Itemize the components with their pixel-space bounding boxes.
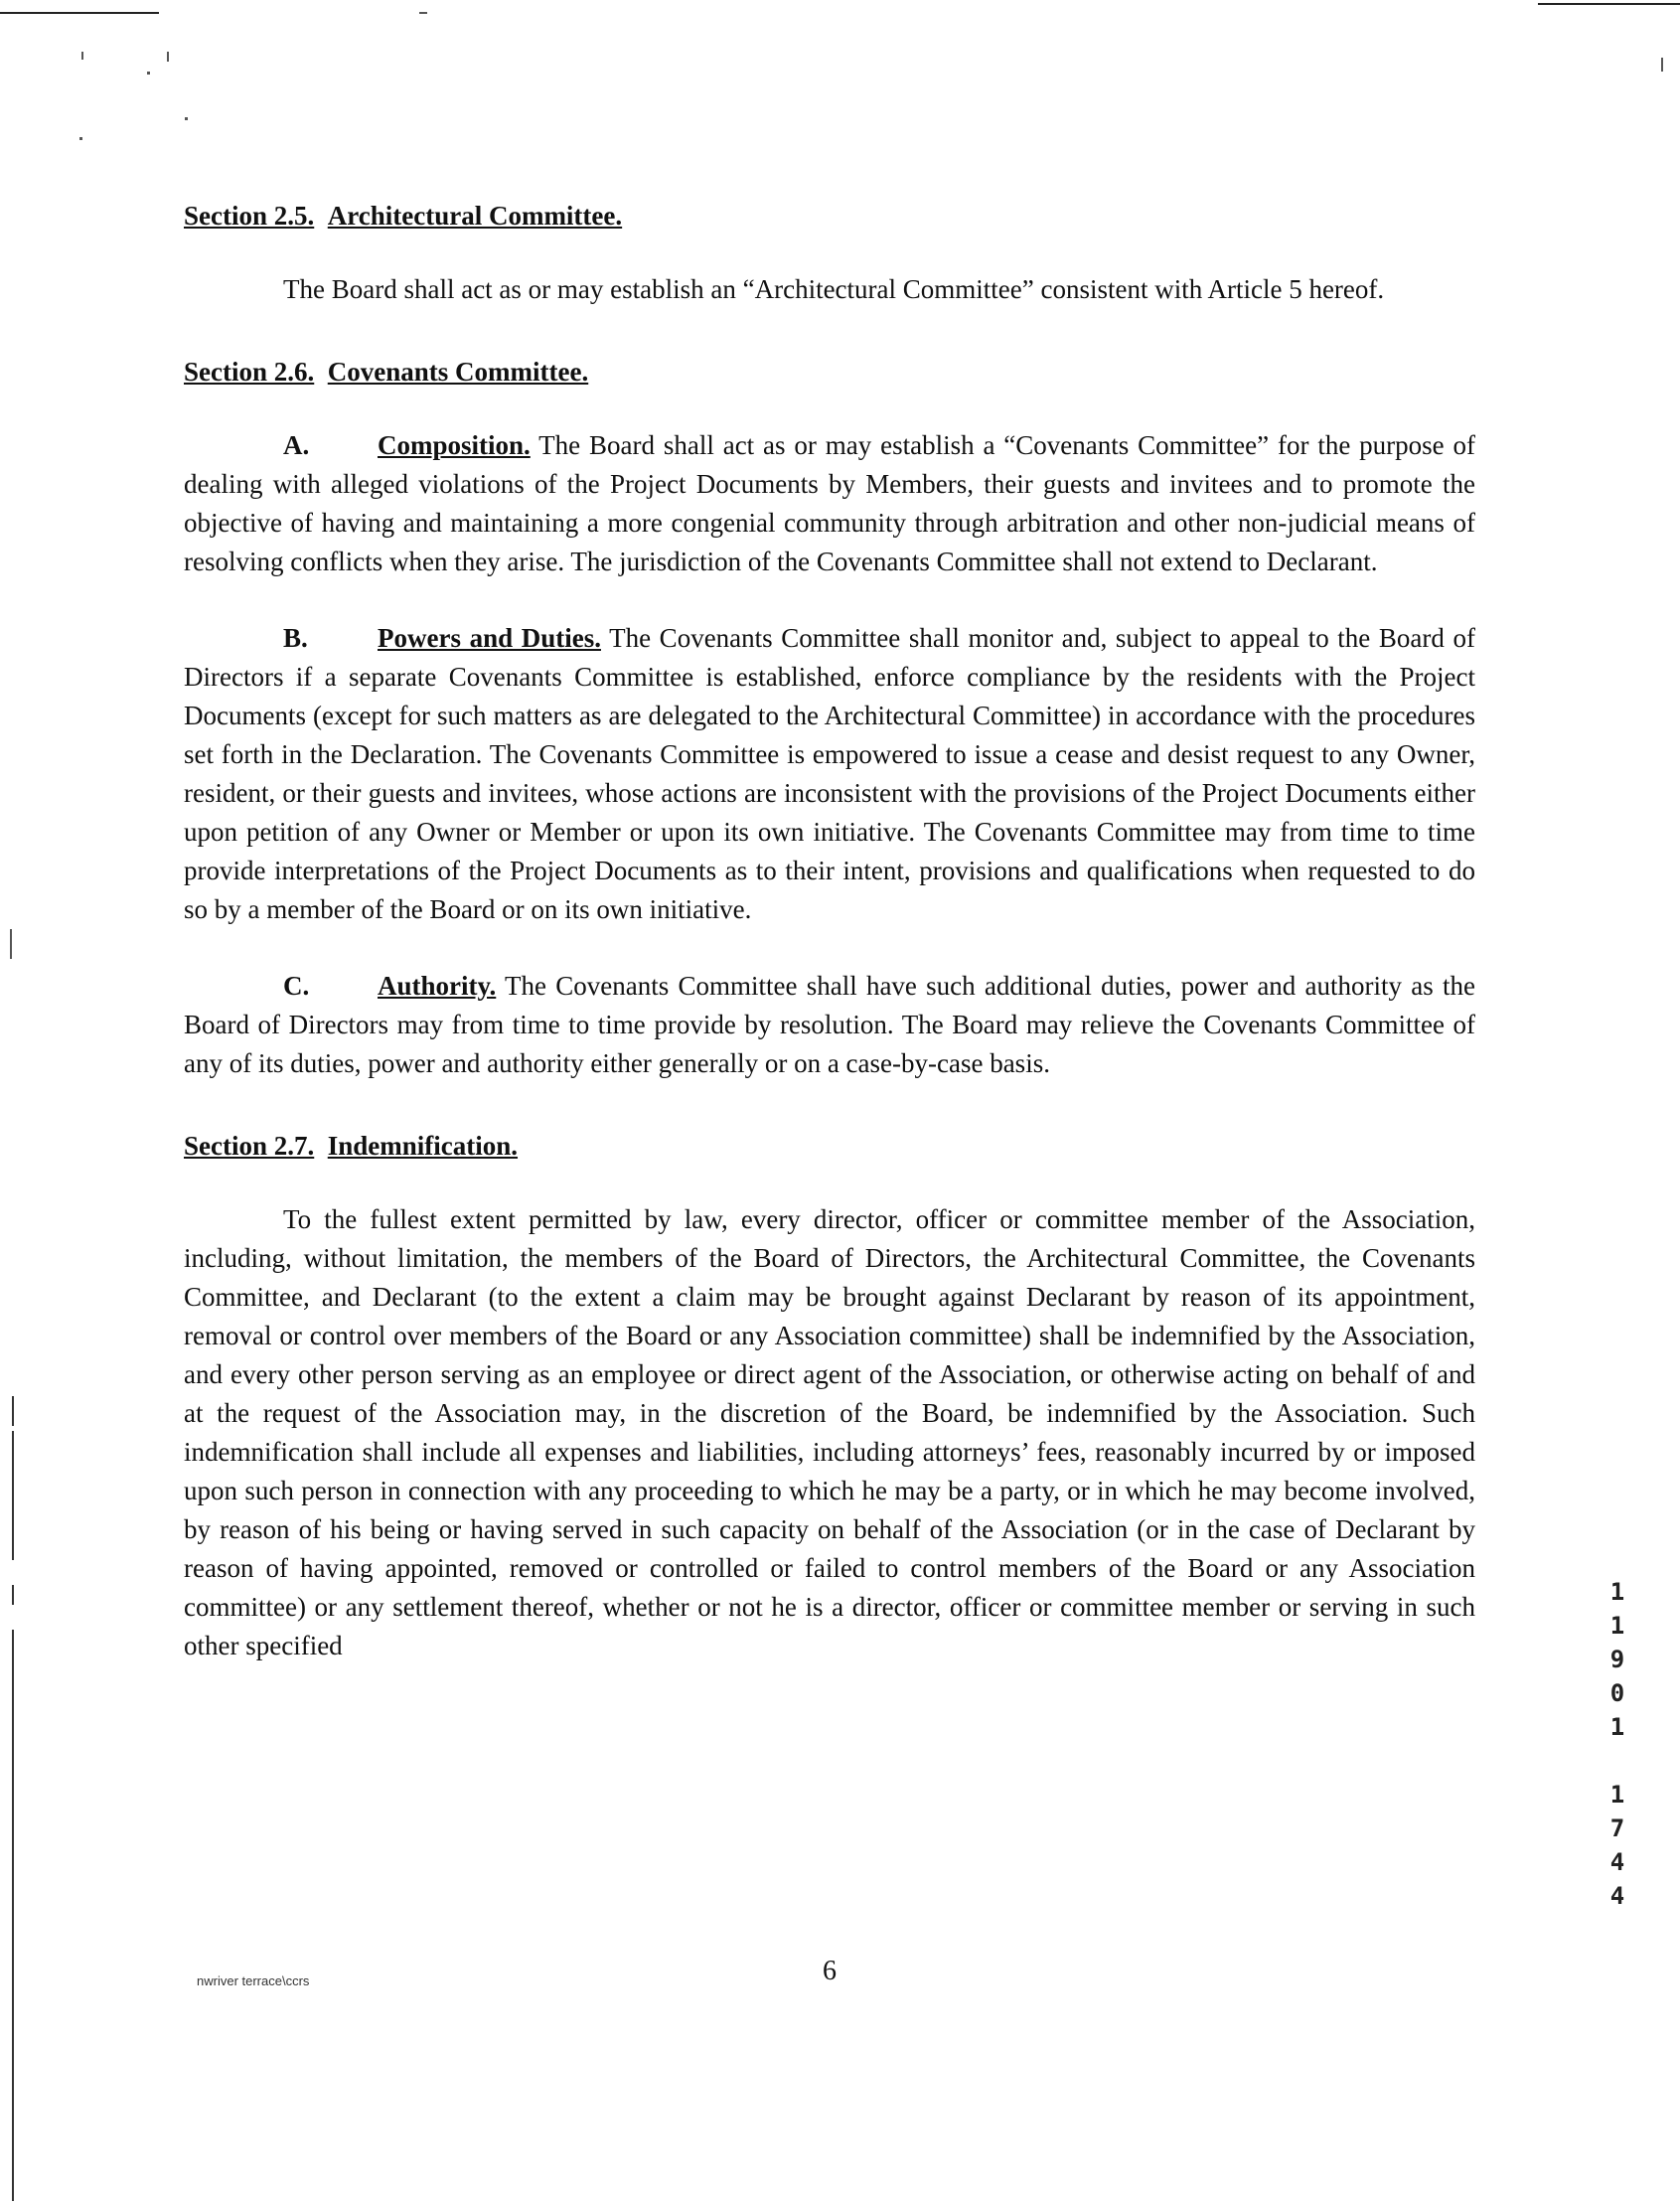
scan-speck	[81, 52, 83, 60]
subsection-title: Authority.	[378, 971, 497, 1001]
section-2-7-body: To the fullest extent permitted by law, every director, officer or committee member of the Association, including, without limitation, the members of the Board of Directors, the Architectural Committee, the Covenants Committee, and Declarant (to the extent a claim may be brought against Declarant by reason of its appointment, removal or control over members of the Board or any Association committee) shall be indemnified by the Association, and every other person serving as an employee or direct agent of the Association, or otherwise acting on behalf of and at the request of the Association may, in the discretion of the Board, be indemnified by the Association. Such indemnification shall include all expenses and liabilities, including attorneys’ fees, reasonably incurred by or imposed upon such person in connection with any proceeding to which he may be a party, or in which he may become involved, by reason of his being or having served in such capacity on behalf of the Association (or in the case of Declarant by reason of having appointed, removed or controlled or failed to control members of the Board or any Association committee) or any settlement thereof, whether or not he is a director, officer or committee member or serving in such other specified	[184, 1204, 1475, 1660]
stamp-digit: 1	[1609, 1578, 1625, 1606]
recording-number-stamp	[1598, 1575, 1637, 1913]
scan-speck	[167, 52, 169, 62]
subsection-letter: A.	[283, 430, 310, 460]
section-2-5-heading	[184, 199, 1475, 233]
scan-rule-top-left	[0, 12, 159, 14]
document-body	[184, 199, 1475, 1665]
stamp-digit: 1	[1609, 1612, 1625, 1640]
scan-margin-line	[12, 1396, 14, 1426]
stamp-digit: 7	[1609, 1814, 1625, 1842]
stamp-digit: 9	[1609, 1646, 1625, 1673]
subsection-letter: B.	[283, 623, 308, 653]
scan-speck	[185, 117, 188, 120]
scan-rule-top-right	[1538, 3, 1680, 5]
page-number: 6	[823, 1956, 837, 1986]
section-2-5-body: The Board shall act as or may establish an “Architectural Committee” consistent with Article 5 hereof.	[283, 274, 1385, 304]
subsection-b	[184, 619, 1475, 929]
subsection-body: The Covenants Committee shall monitor and, subject to appeal to the Board of Directors if a separate Covenants Committee is established, enforce compliance by the residents with the Project Documents (except for such matters as are delegated to the Architectural Committee) in accordance with the procedures set forth in the Declaration. The Covenants Committee is empowered to issue a cease and desist request to any Owner, resident, or their guests and invitees, whose actions are inconsistent with the provisions of the Project Documents either upon petition of any Owner or Member or upon its own initiative. The Covenants Committee may from time to time provide interpretations of the Project Documents as to their intent, provisions and qualifications when requested to do so by a member of the Board or on its own initiative.	[184, 623, 1475, 924]
scan-margin-line	[12, 1630, 14, 2201]
scan-speck	[79, 137, 82, 140]
subsection-title: Powers and Duties.	[378, 623, 601, 653]
section-2-6-heading	[184, 355, 1475, 389]
stamp-digit: 4	[1609, 1848, 1625, 1876]
scan-margin-line	[12, 1585, 14, 1605]
section-title: Covenants Committee.	[327, 357, 589, 387]
scan-speck	[147, 72, 150, 75]
section-title: Indemnification.	[327, 1131, 519, 1161]
section-number: Section 2.7.	[184, 1131, 315, 1161]
section-2-7-heading	[184, 1129, 1475, 1163]
subsection-title: Composition.	[378, 430, 531, 460]
subsection-body: The Covenants Committee shall have such additional duties, power and authority as the Board of Directors may from time to time provide by resolution. The Board may relieve the Covenants Committee of any of its duties, power and authority either generally or on a case-by-case basis.	[184, 971, 1476, 1078]
subsection-c	[184, 967, 1475, 1083]
subsection-a	[184, 426, 1475, 581]
subsection-body: The Board shall act as or may establish a “Covenants Committee” for the purpose of dealing with alleged violations of the Project Documents by Members, their guests and invitees and to promote the objective of having and maintaining a more congenial community through arbitration and other non-judicial means of resolving conflicts when they arise. The jurisdiction of the Covenants Committee shall not extend to Declarant.	[184, 430, 1476, 576]
scan-margin-line	[12, 1431, 14, 1560]
footer-file-reference: nwriver terrace\ccrs	[197, 1973, 310, 1988]
scan-speck	[419, 12, 427, 14]
scan-speck	[1661, 58, 1663, 72]
stamp-digit: 4	[1609, 1882, 1625, 1910]
stamp-digit: 1	[1609, 1781, 1625, 1809]
stamp-digit: 0	[1609, 1679, 1625, 1707]
subsection-letter: C.	[283, 971, 310, 1001]
stamp-digit: 1	[1609, 1713, 1625, 1741]
section-number: Section 2.6.	[184, 357, 315, 387]
section-title: Architectural Committee.	[327, 201, 623, 231]
scan-speck	[10, 929, 12, 959]
section-number: Section 2.5.	[184, 201, 315, 231]
stamp-gap	[1598, 1744, 1637, 1778]
